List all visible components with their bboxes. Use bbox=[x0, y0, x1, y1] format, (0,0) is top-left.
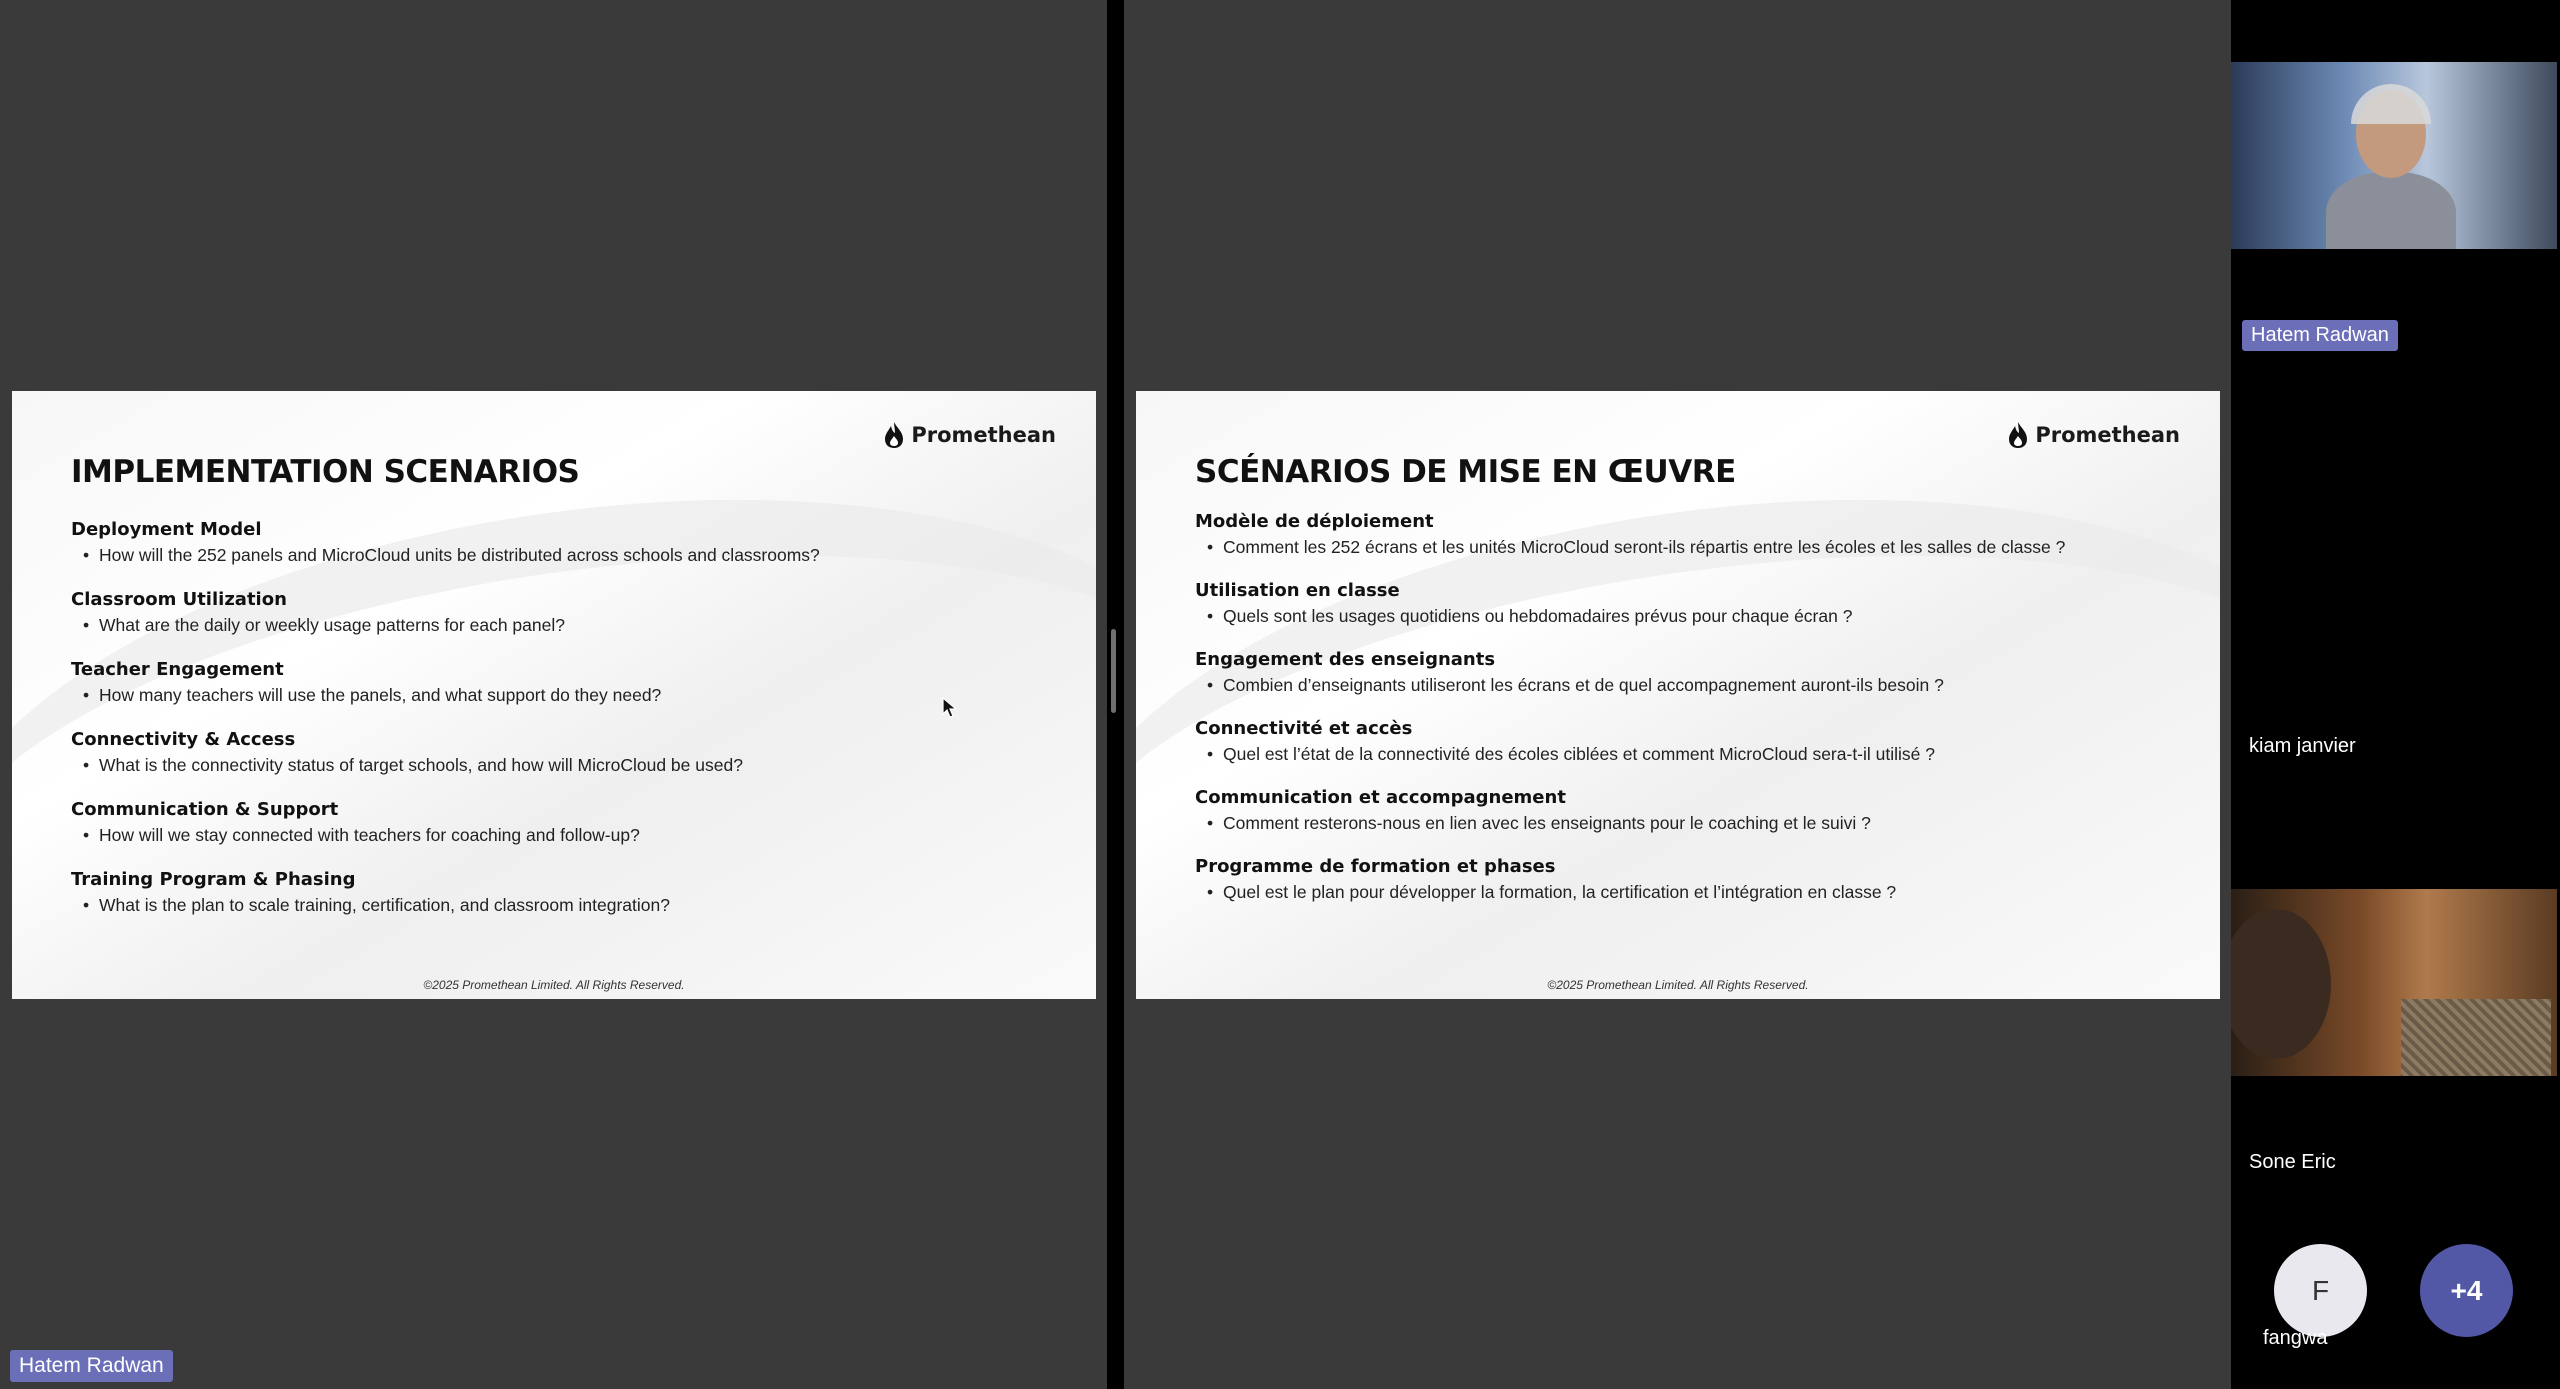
mouse-cursor-icon bbox=[942, 697, 958, 719]
slide-title: IMPLEMENTATION SCENARIOS bbox=[71, 454, 580, 490]
promethean-logo bbox=[883, 421, 1056, 449]
section-engagement-enseignants bbox=[1195, 649, 2170, 698]
section-heading: Classroom Utilization bbox=[71, 589, 287, 610]
shared-screen-left bbox=[0, 0, 1107, 1389]
section-bullet: • Comment resterons-nous en lien avec les enseignants pour le coaching et le suivi ? bbox=[1195, 811, 2170, 836]
section-heading: Connectivity & Access bbox=[71, 729, 296, 750]
section-bullet: • How will we stay connected with teachers for coaching and follow-up? bbox=[71, 823, 1046, 848]
flame-icon bbox=[883, 421, 905, 449]
section-heading: Connectivité et accès bbox=[1195, 718, 1413, 739]
section-bullet: • Quels sont les usages quotidiens ou hebdomadaires prévus pour chaque écran ? bbox=[1195, 604, 2170, 629]
logo-text: Promethean bbox=[2035, 423, 2180, 447]
participant-name-hatem: Hatem Radwan bbox=[2242, 320, 2398, 351]
section-training-program bbox=[71, 869, 1046, 918]
section-heading: Teacher Engagement bbox=[71, 659, 284, 680]
section-heading: Modèle de déploiement bbox=[1195, 511, 1434, 532]
section-heading: Engagement des enseignants bbox=[1195, 649, 1496, 670]
section-bullet: • What are the daily or weekly usage patterns for each panel? bbox=[71, 613, 1046, 638]
promethean-logo bbox=[2007, 421, 2180, 449]
participant-name-fangwa: fangwa bbox=[2263, 1327, 2328, 1349]
logo-text: Promethean bbox=[911, 423, 1056, 447]
section-classroom-utilization bbox=[71, 589, 1046, 638]
section-bullet: • Quel est le plan pour développer la formation, la certification et l’intégration en classe ? bbox=[1195, 880, 2170, 905]
section-bullet: • How many teachers will use the panels, and what support do they need? bbox=[71, 683, 1046, 708]
slide-english bbox=[12, 391, 1096, 999]
participant-name-kiam: kiam janvier bbox=[2249, 735, 2356, 757]
section-heading: Utilisation en classe bbox=[1195, 580, 1400, 601]
section-bullet: • Comment les 252 écrans et les unités MicroCloud seront-ils répartis entre les écoles et les salles de classe ? bbox=[1195, 535, 2170, 560]
more-participants-button[interactable]: +4 bbox=[2420, 1244, 2513, 1337]
section-heading: Communication et accompagnement bbox=[1195, 787, 1566, 808]
presenter-name-tag: Hatem Radwan bbox=[10, 1350, 173, 1382]
section-connectivity-access bbox=[71, 729, 1046, 778]
section-communication-accompagnement bbox=[1195, 787, 2170, 836]
section-bullet: • How will the 252 panels and MicroCloud units be distributed across schools and classrooms? bbox=[71, 543, 1046, 568]
shared-screen-right bbox=[1124, 0, 2231, 1389]
participant-name-sone: Sone Eric bbox=[2249, 1151, 2336, 1173]
section-bullet: • Combien d’enseignants utiliseront les écrans et de quel accompagnement auront-ils besoin ? bbox=[1195, 673, 2170, 698]
flame-icon bbox=[2007, 421, 2029, 449]
section-communication-support bbox=[71, 799, 1046, 848]
slide-french bbox=[1136, 391, 2220, 999]
section-modele-deploiement bbox=[1195, 511, 2170, 560]
section-connectivite-acces bbox=[1195, 718, 2170, 767]
participant-avatar-fangwa[interactable]: F bbox=[2274, 1244, 2367, 1337]
section-heading: Programme de formation et phases bbox=[1195, 856, 1556, 877]
section-heading: Deployment Model bbox=[71, 519, 262, 540]
slide-sections bbox=[1195, 511, 2170, 925]
section-heading: Training Program & Phasing bbox=[71, 869, 356, 890]
slide-footer: ©2025 Promethean Limited. All Rights Reserved. bbox=[423, 978, 685, 992]
slide-sections bbox=[71, 519, 1046, 939]
slide-title: SCÉNARIOS DE MISE EN ŒUVRE bbox=[1195, 454, 1736, 490]
section-bullet: • What is the connectivity status of target schools, and how will MicroCloud be used? bbox=[71, 753, 1046, 778]
section-heading: Communication & Support bbox=[71, 799, 339, 820]
slide-footer: ©2025 Promethean Limited. All Rights Reserved. bbox=[1547, 978, 1809, 992]
participant-video-hatem[interactable] bbox=[2231, 62, 2557, 249]
section-bullet: • Quel est l’état de la connectivité des écoles ciblées et comment MicroCloud sera-t-il utilisé ? bbox=[1195, 742, 2170, 767]
splitter-handle[interactable] bbox=[1111, 629, 1116, 713]
section-bullet: • What is the plan to scale training, certification, and classroom integration? bbox=[71, 893, 1046, 918]
section-utilisation-classe bbox=[1195, 580, 2170, 629]
participant-video-sone[interactable] bbox=[2231, 889, 2557, 1076]
section-programme-formation bbox=[1195, 856, 2170, 905]
section-teacher-engagement bbox=[71, 659, 1046, 708]
section-deployment-model bbox=[71, 519, 1046, 568]
